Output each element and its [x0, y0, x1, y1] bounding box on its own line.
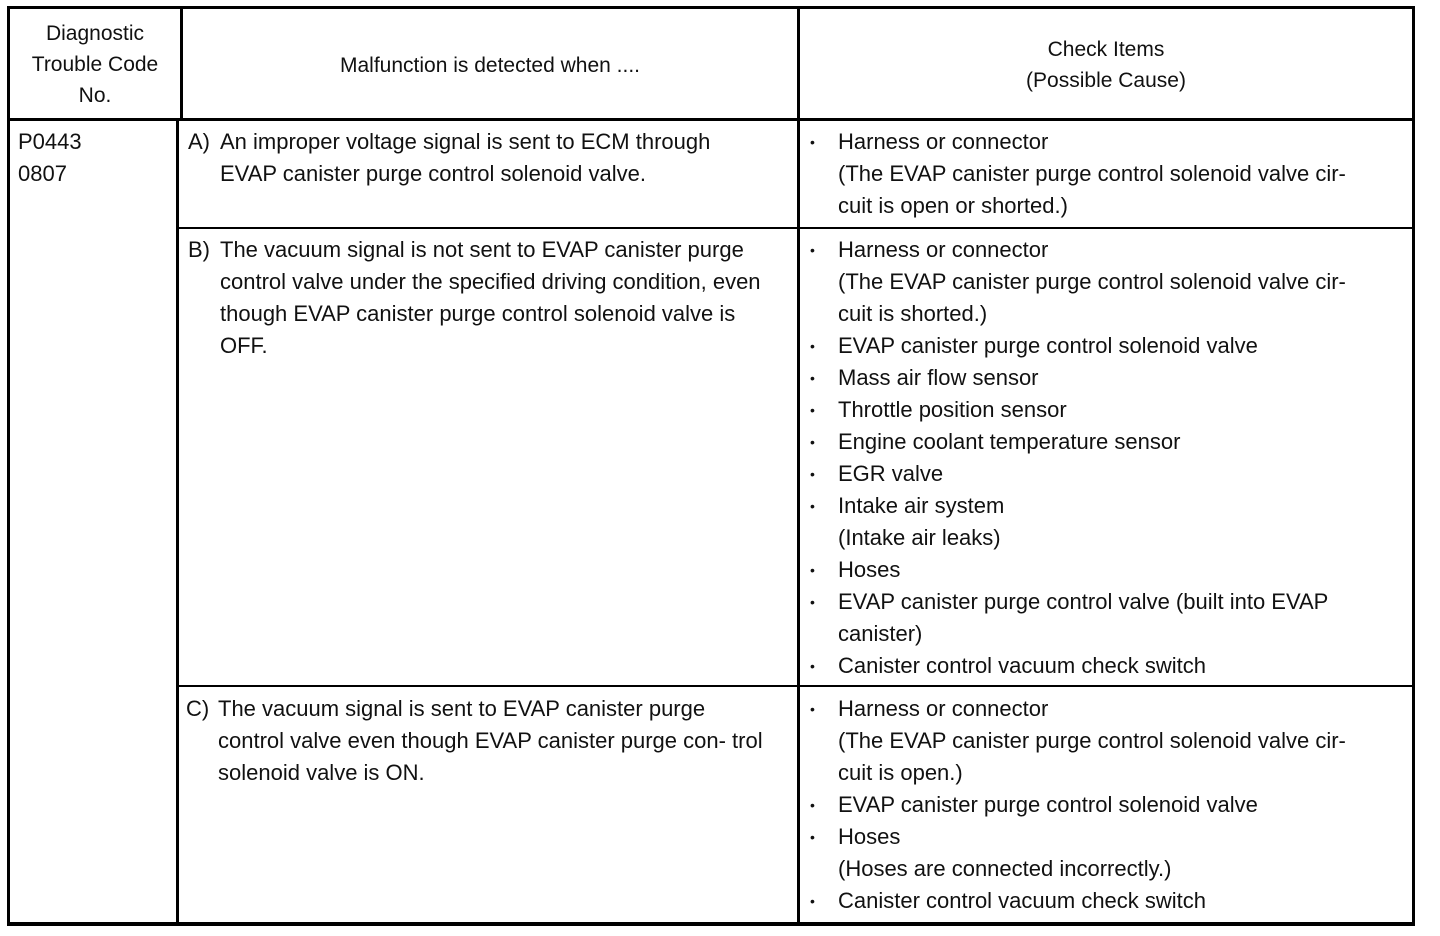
list-item [800, 426, 1400, 458]
header-check-line-2: (Possible Cause) [1026, 69, 1186, 92]
list-item [800, 394, 1400, 426]
table-border-top [7, 6, 1415, 9]
malfunction-c-letter: C) [186, 696, 210, 721]
list-item-text: Intake air system [838, 493, 1005, 518]
check-items-b-list [800, 234, 1400, 682]
list-item [800, 490, 1400, 554]
list-item [800, 458, 1400, 490]
malfunction-c [186, 693, 786, 789]
table-border-right [1412, 6, 1415, 926]
header-code [10, 18, 180, 111]
list-item-body [838, 490, 1400, 554]
bullet-icon: • [810, 402, 815, 418]
bullet-icon: • [810, 701, 815, 717]
list-item [800, 885, 1400, 917]
list-item-text: Harness or connector [838, 696, 1049, 721]
list-item-text: Hoses [838, 824, 901, 849]
list-item-text: Harness or connector [838, 129, 1049, 154]
bullet-icon: • [810, 797, 815, 813]
row-divider-b-c [176, 685, 1415, 687]
list-item [800, 821, 1400, 885]
list-item-body [838, 693, 1400, 789]
table-border-bottom [7, 922, 1415, 926]
list-item [800, 330, 1400, 362]
list-item-note: (Hoses are connected incorrectly.) [838, 856, 1172, 881]
table-border-left [7, 6, 10, 926]
malfunction-b [188, 234, 788, 362]
list-item-text: EGR valve [838, 461, 944, 486]
list-item-text: Engine coolant temperature sensor [838, 429, 1181, 454]
list-item [800, 126, 1400, 222]
malfunction-b-text: The vacuum signal is not sent to EVAP canister purge control valve under the specified driving condition, even though EVAP canister purge control solenoid valve is OFF. [220, 237, 761, 358]
check-items-c-list [800, 693, 1400, 917]
list-item-text: Throttle position sensor [838, 397, 1067, 422]
list-item [800, 234, 1400, 330]
trouble-code-1: P0443 [18, 129, 82, 154]
list-item [800, 586, 1400, 650]
header-malfunction [183, 50, 797, 81]
header-malfunction-label: Malfunction is detected when .... [340, 54, 640, 77]
header-code-line-1: Diagnostic [45, 22, 145, 45]
list-item-note: (The EVAP canister purge control solenoid valve cir- cuit is open.) [838, 728, 1346, 785]
check-items-b [800, 234, 1400, 682]
bullet-icon: • [810, 562, 815, 578]
header-code-line-2: Trouble Code [31, 53, 159, 76]
list-item-text: Hoses [838, 557, 901, 582]
list-item-text: Mass air flow sensor [838, 365, 1039, 390]
bullet-icon: • [810, 338, 815, 354]
bullet-icon: • [810, 134, 815, 150]
check-items-a-list [800, 126, 1400, 222]
malfunction-a [188, 126, 788, 190]
malfunction-b-letter: B) [188, 237, 210, 262]
trouble-codes [18, 126, 168, 190]
list-item-body [838, 234, 1400, 330]
list-item [800, 789, 1400, 821]
list-item-note: (The EVAP canister purge control solenoid valve cir- cuit is shorted.) [838, 269, 1346, 326]
bullet-icon: • [810, 594, 815, 610]
header-check-items [800, 34, 1412, 96]
bullet-icon: • [810, 370, 815, 386]
list-item-text: Harness or connector [838, 237, 1049, 262]
list-item-note: (Intake air leaks) [838, 525, 1001, 550]
header-divider [7, 118, 1415, 121]
list-item [800, 554, 1400, 586]
header-code-line-3: No. [78, 84, 112, 107]
list-item [800, 693, 1400, 789]
check-items-c [800, 693, 1400, 917]
bullet-icon: • [810, 658, 815, 674]
bullet-icon: • [810, 434, 815, 450]
row-divider-a-b [176, 227, 1415, 229]
trouble-code-2: 0807 [18, 161, 67, 186]
list-item-text: Canister control vacuum check switch [838, 653, 1207, 678]
list-item-text: EVAP canister purge control solenoid valve [838, 333, 1258, 358]
list-item [800, 362, 1400, 394]
list-item [800, 650, 1400, 682]
bullet-icon: • [810, 893, 815, 909]
list-item-text: Canister control vacuum check switch [838, 888, 1207, 913]
malfunction-c-text: The vacuum signal is sent to EVAP canister purge control valve even though EVAP canister purge con- trol solenoid valve is ON. [218, 696, 763, 785]
header-check-line-1: Check Items [1047, 38, 1165, 61]
bullet-icon: • [810, 498, 815, 514]
list-item-body [838, 821, 1400, 885]
bullet-icon: • [810, 242, 815, 258]
check-items-a [800, 126, 1400, 222]
bullet-icon: • [810, 829, 815, 845]
malfunction-a-letter: A) [188, 129, 210, 154]
malfunction-a-text: An improper voltage signal is sent to ECM through EVAP canister purge control solenoid valve. [220, 129, 711, 186]
list-item-text: EVAP canister purge control solenoid valve [838, 792, 1258, 817]
list-item-note: (The EVAP canister purge control solenoid valve cir- cuit is open or shorted.) [838, 161, 1346, 218]
list-item-text: EVAP canister purge control valve (built into EVAP canister) [838, 589, 1328, 646]
column-divider-1-body [176, 118, 179, 926]
list-item-body [838, 126, 1400, 222]
bullet-icon: • [810, 466, 815, 482]
